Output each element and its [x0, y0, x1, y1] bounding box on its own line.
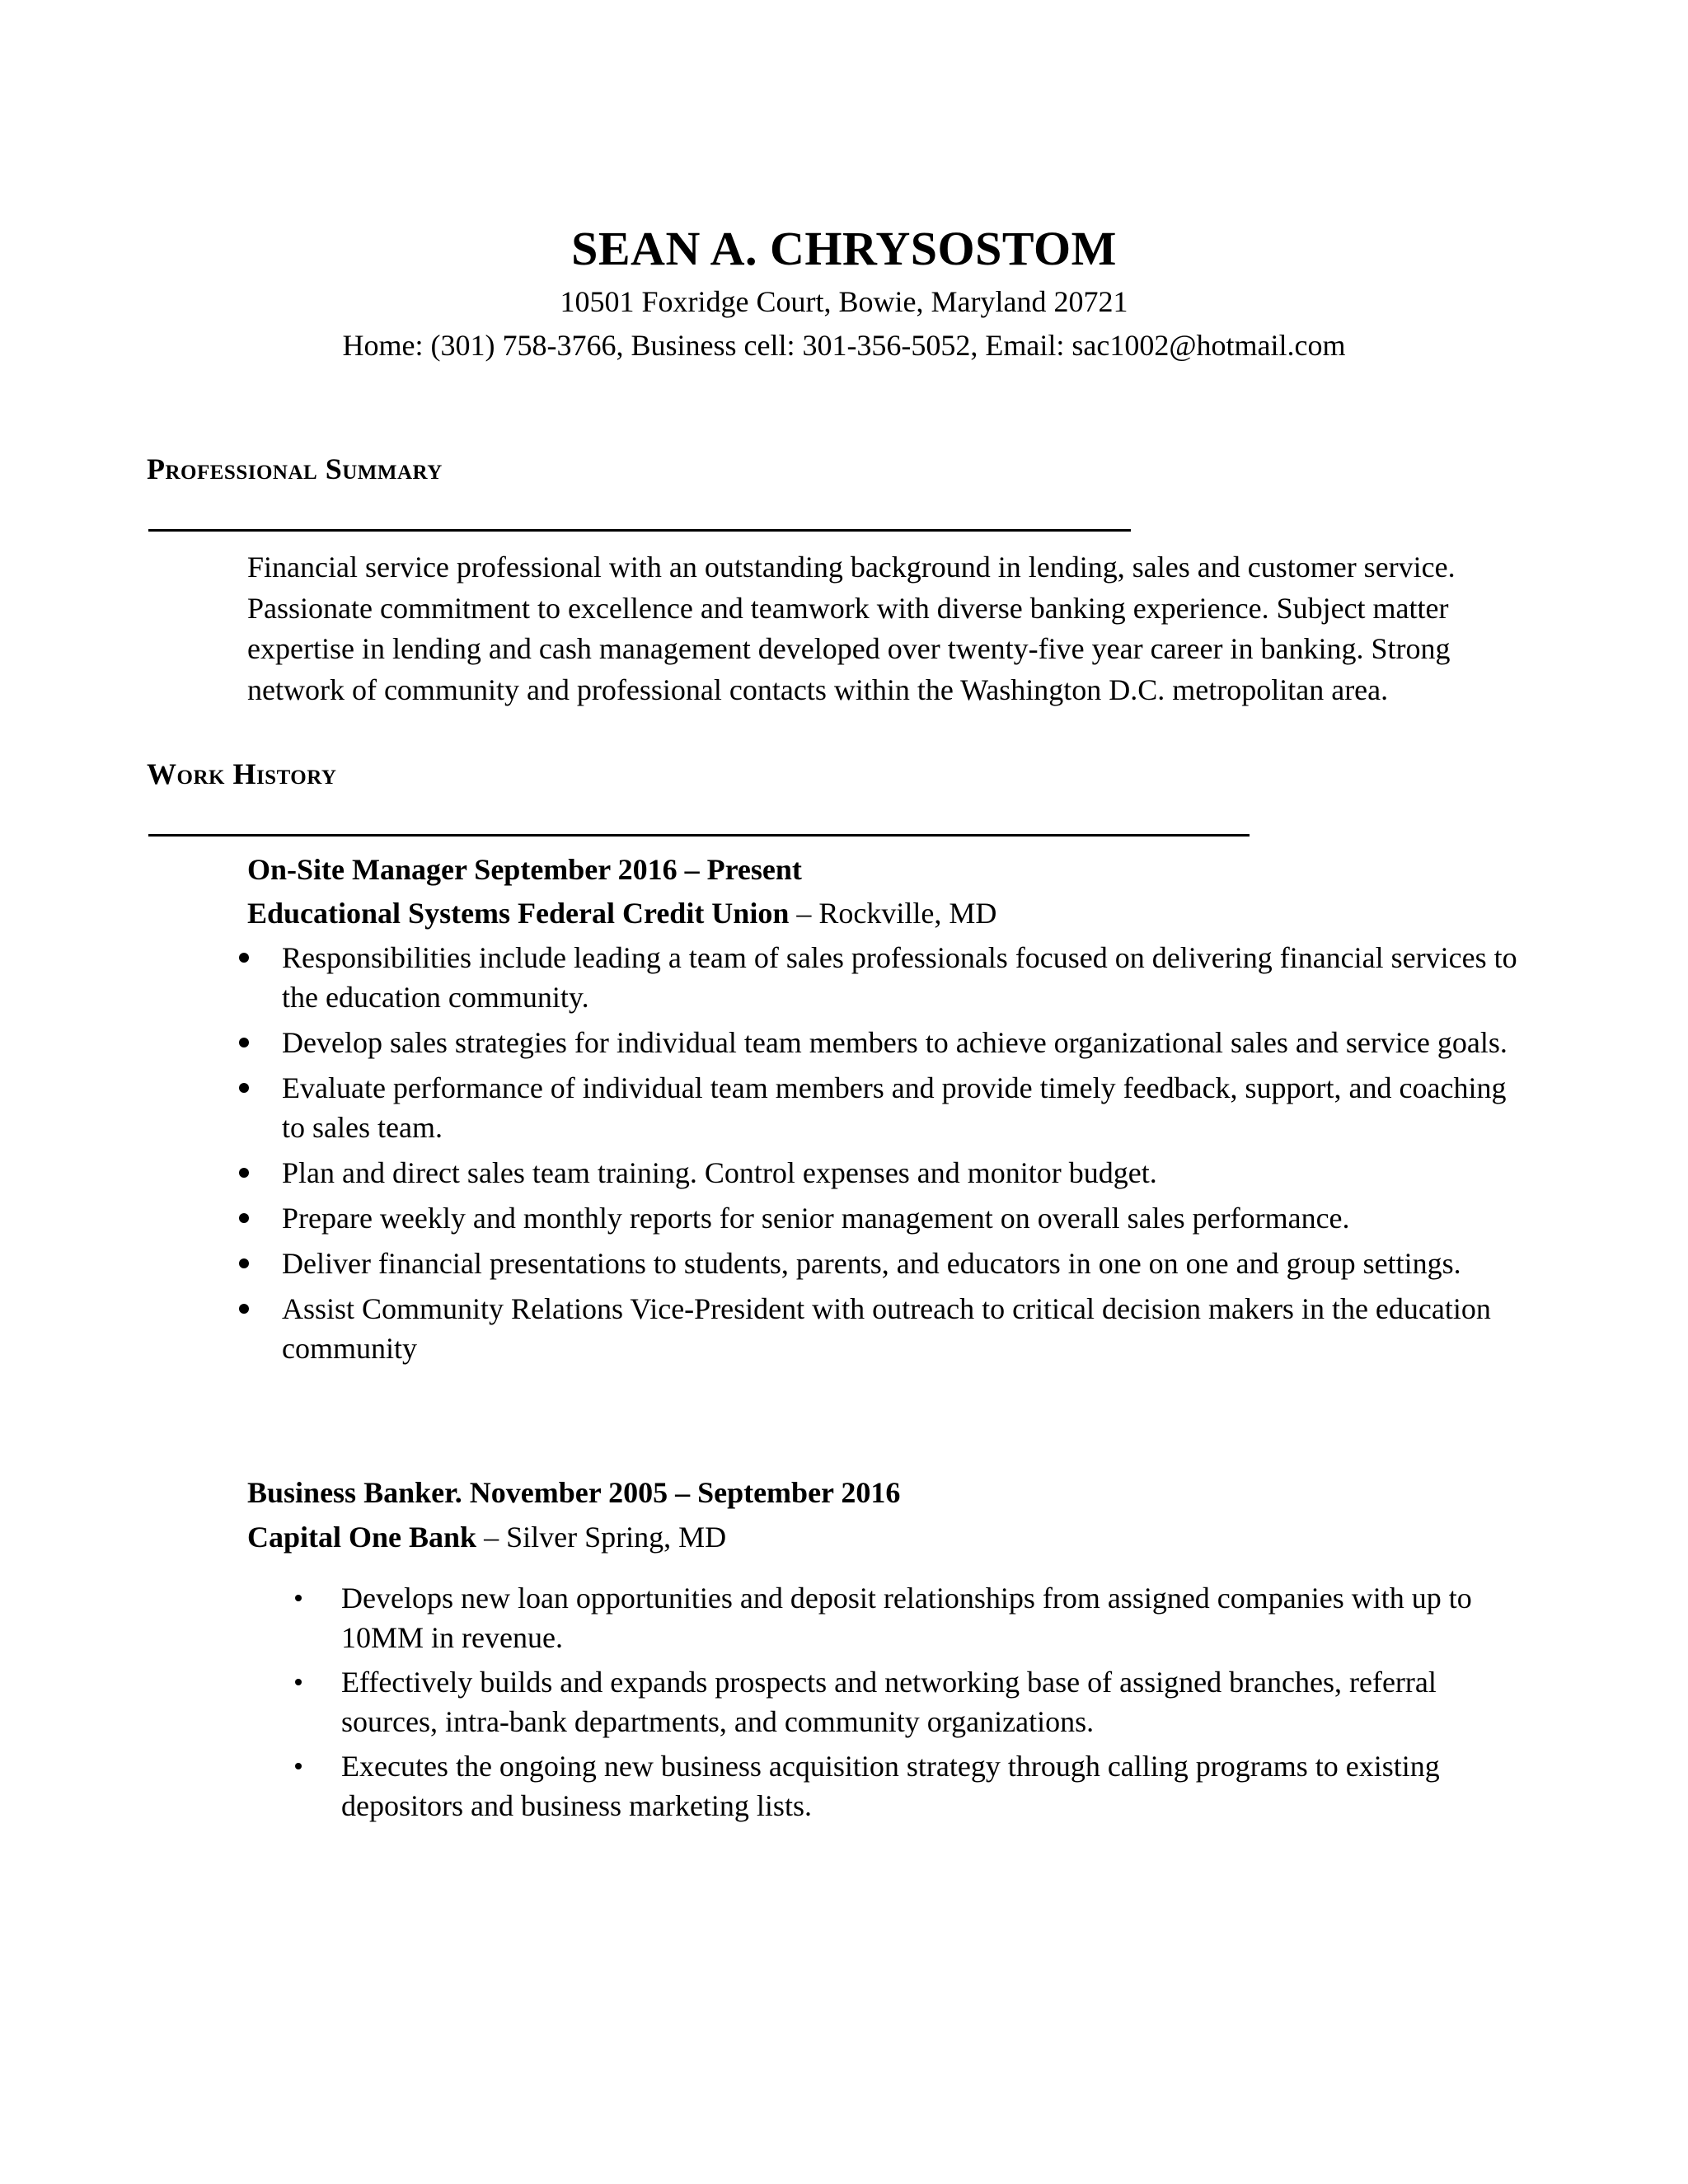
employer-name-2: Capital One Bank [247, 1521, 477, 1554]
list-item: Prepare weekly and monthly reports for senior management on overall sales performance. [282, 1198, 1526, 1238]
employer-line-2 [247, 1520, 726, 1554]
job-1-duties [282, 938, 1526, 1374]
list-item: Develops new loan opportunities and deposit relationships from assigned companies with up to 10MM in revenue. [341, 1578, 1528, 1657]
professional-summary-heading: Professional Summary [147, 452, 443, 485]
employer-location-1: – Rockville, MD [789, 897, 997, 930]
employer-line-1 [247, 896, 996, 930]
job-title-2: Business Banker. November 2005 – September 2016 [247, 1476, 901, 1509]
list-item: Deliver financial presentations to students, parents, and educators in one on one and group settings. [282, 1244, 1526, 1283]
employer-name-1: Educational Systems Federal Credit Union [247, 897, 790, 930]
list-item: Plan and direct sales team training. Control expenses and monitor budget. [282, 1153, 1526, 1193]
list-item: Develop sales strategies for individual team members to achieve organizational sales and service goals. [282, 1023, 1526, 1062]
list-item: Effectively builds and expands prospects and networking base of assigned branches, referral sources, intra-bank departments, and community organizations. [341, 1662, 1528, 1741]
work-history-heading: Work History [147, 757, 337, 790]
job-2-duties [341, 1578, 1528, 1830]
list-item: Assist Community Relations Vice-President with outreach to critical decision makers in the education community [282, 1289, 1526, 1368]
work-history-divider [148, 834, 1250, 837]
professional-summary-text: Financial service professional with an outstanding background in lending, sales and customer service. Passionate commitment to excellence and teamwork with diverse banking experience. Subject matter expertise in lending and cash management developed over twenty-five year career in banking. Strong network of community and professional contacts within the Washington D.C. metropolitan area. [247, 551, 1456, 706]
job-title-1: On-Site Manager September 2016 – Present [247, 853, 802, 886]
employer-location-2: – Silver Spring, MD [476, 1521, 727, 1554]
address: 10501 Foxridge Court, Bowie, Maryland 20721 [560, 285, 1128, 318]
list-item: Evaluate performance of individual team members and provide timely feedback, support, and coaching to sales team. [282, 1068, 1526, 1147]
list-item: Executes the ongoing new business acquisition strategy through calling programs to existing depositors and business marketing lists. [341, 1746, 1528, 1825]
candidate-name: SEAN A. CHRYSOSTOM [571, 222, 1117, 275]
list-item: Responsibilities include leading a team of sales professionals focused on delivering financial services to the education community. [282, 938, 1526, 1017]
contact-info: Home: (301) 758-3766, Business cell: 301-356-5052, Email: sac1002@hotmail.com [342, 329, 1346, 362]
summary-divider [148, 529, 1131, 532]
